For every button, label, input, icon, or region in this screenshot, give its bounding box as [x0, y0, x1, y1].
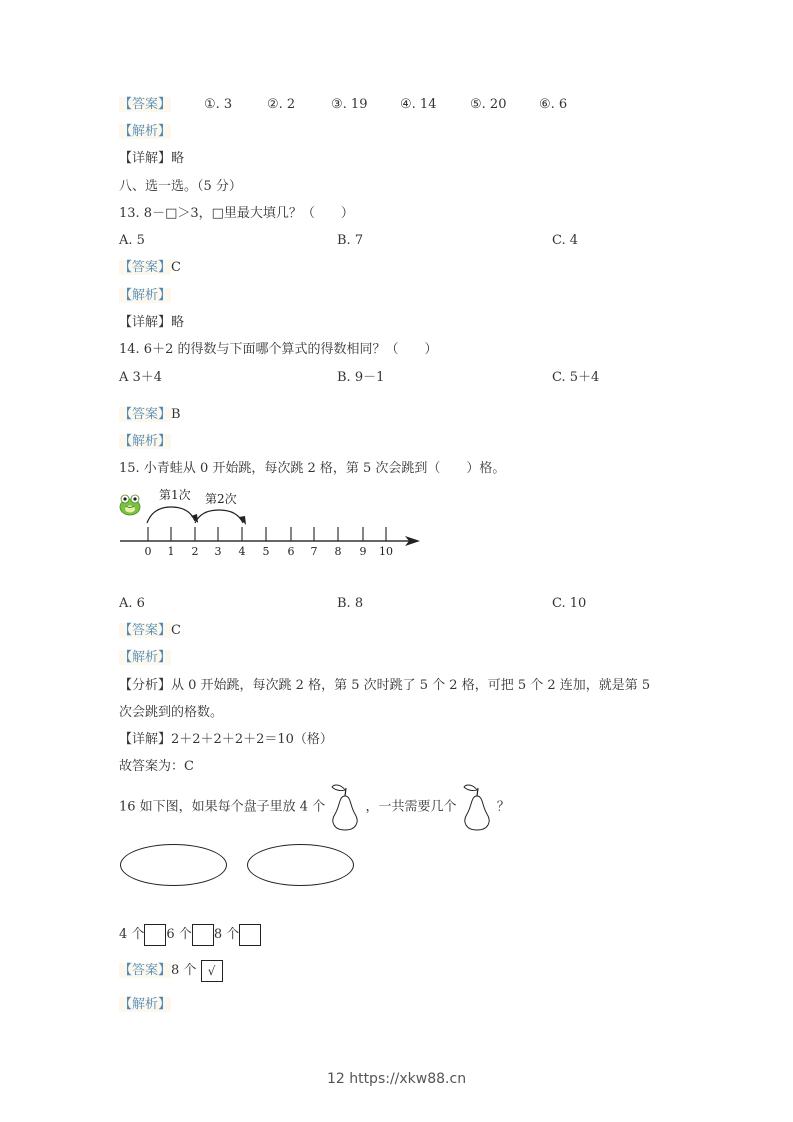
answer-value: C — [171, 623, 181, 638]
section-title: 八、选一选。（5 分） — [119, 179, 242, 194]
analysis-text: 从 0 开始跳，每次跳 2 格，第 5 次时跳了 5 个 2 格，可把 5 个 2 连加，就是第 5 — [171, 678, 651, 693]
answer-item: ②. 2 — [267, 97, 296, 112]
q13-detail-row — [119, 315, 184, 331]
detail-row — [119, 151, 184, 167]
svg-text:9: 9 — [359, 545, 367, 558]
q15-analysis-line2: 次会跳到的格数。 — [119, 705, 224, 720]
pear-icon — [329, 782, 361, 832]
q15-analysis-line1 — [119, 678, 650, 694]
q14-answer-row — [119, 407, 181, 423]
checked-box: √ — [201, 960, 223, 982]
choice-checkbox[interactable] — [144, 924, 166, 946]
svg-text:5: 5 — [262, 545, 270, 558]
q14-question: 14. 6＋2 的得数与下面哪个算式的得数相同？（ ） — [119, 342, 438, 357]
q16-analysis-label — [119, 997, 171, 1013]
answer-item: ④. 14 — [400, 97, 437, 112]
answer-value: B — [171, 407, 181, 422]
q15-analysis-label — [119, 650, 171, 666]
answer-item: ③. 19 — [331, 97, 368, 112]
svg-text:10: 10 — [379, 545, 393, 558]
analysis-tag: 【解析】 — [119, 434, 172, 449]
q15-option-a: A. 6 — [119, 596, 145, 611]
frog-icon — [120, 495, 140, 515]
q16-question — [119, 782, 510, 832]
svg-text:0: 0 — [144, 545, 152, 558]
q14-option-a: A 3＋4 — [119, 370, 163, 385]
detail-text: 2＋2＋2＋2＋2＝10（格） — [171, 732, 333, 747]
svg-text:4: 4 — [238, 545, 246, 558]
plate-shape — [247, 844, 354, 886]
choice-label: 4 个 — [119, 927, 145, 942]
svg-text:8: 8 — [334, 545, 342, 558]
plate-shape — [120, 844, 227, 886]
svg-text:3: 3 — [214, 545, 222, 558]
analysis-tag: 【解析】 — [119, 650, 172, 665]
answer-tag: 【答案】 — [119, 260, 172, 275]
q16-question-text: 16 如下图，如果每个盘子里放 4 个 — [119, 799, 326, 815]
answer-value: 8 个 — [171, 963, 197, 978]
answer-tag: 【答案】 — [119, 623, 172, 638]
answer-tag: 【答案】 — [119, 407, 172, 422]
answer-value: C — [171, 260, 181, 275]
q13-option-c: C. 4 — [552, 233, 579, 248]
analysis-tag: 【解析】 — [119, 997, 172, 1012]
choice-checkbox[interactable] — [192, 924, 214, 946]
q13-option-b: B. 7 — [337, 233, 364, 248]
svg-text:7: 7 — [310, 545, 318, 558]
analysis-label — [119, 124, 171, 140]
detail-tag: 【详解】 — [119, 315, 172, 330]
pear-icon — [461, 782, 493, 832]
q13-option-a: A. 5 — [119, 233, 145, 248]
jump1-label: 第1次 — [159, 488, 191, 502]
detail-tag: 【详解】 — [119, 732, 172, 747]
detail-text: 略 — [171, 315, 185, 330]
analysis-tag: 【解析】 — [119, 288, 172, 303]
answer-item: ⑤. 20 — [470, 97, 507, 112]
q15-option-c: C. 10 — [552, 596, 587, 611]
prev-answer-row — [119, 97, 599, 113]
q13-question: 13. 8－□＞3，□里最大填几？（ ） — [119, 206, 354, 221]
q14-analysis-label — [119, 434, 171, 450]
q15-question: 15. 小青蛙从 0 开始跳，每次跳 2 格，第 5 次会跳到（ ）格。 — [119, 461, 506, 476]
page-footer: 12 https://xkw88.cn — [326, 1071, 467, 1087]
jump2-label: 第2次 — [205, 492, 237, 506]
answer-tag: 【答案】 — [119, 97, 172, 112]
svg-text:1: 1 — [167, 545, 175, 558]
detail-tag: 【详解】 — [119, 151, 172, 166]
q16-question-text: ，一共需要几个 — [365, 799, 457, 815]
number-line-figure — [115, 485, 435, 565]
q15-detail-row — [119, 732, 333, 748]
q14-option-c: C. 5＋4 — [552, 370, 600, 385]
q13-answer-row — [119, 260, 181, 276]
q16-answer-row — [119, 959, 223, 983]
q14-option-b: B. 9－1 — [337, 370, 385, 385]
fenxi-tag: 【分析】 — [119, 678, 172, 693]
choice-label: 6 个 — [166, 927, 192, 942]
svg-text:6: 6 — [287, 545, 295, 558]
number-line-svg — [115, 485, 435, 565]
choice-checkbox[interactable] — [239, 924, 261, 946]
q16-question-text: ？ — [496, 799, 510, 815]
q16-choices-row — [119, 923, 261, 947]
answer-item: ①. 3 — [204, 97, 233, 112]
answer-item: ⑥. 6 — [539, 97, 568, 112]
q13-analysis-label — [119, 288, 171, 304]
detail-text: 略 — [171, 151, 185, 166]
svg-text:2: 2 — [191, 545, 199, 558]
q15-answer-row — [119, 623, 181, 639]
q15-conclusion: 故答案为：C — [119, 759, 194, 774]
answer-tag: 【答案】 — [119, 963, 172, 978]
choice-label: 8 个 — [213, 927, 240, 942]
q15-option-b: B. 8 — [337, 596, 364, 611]
analysis-tag: 【解析】 — [119, 124, 172, 139]
